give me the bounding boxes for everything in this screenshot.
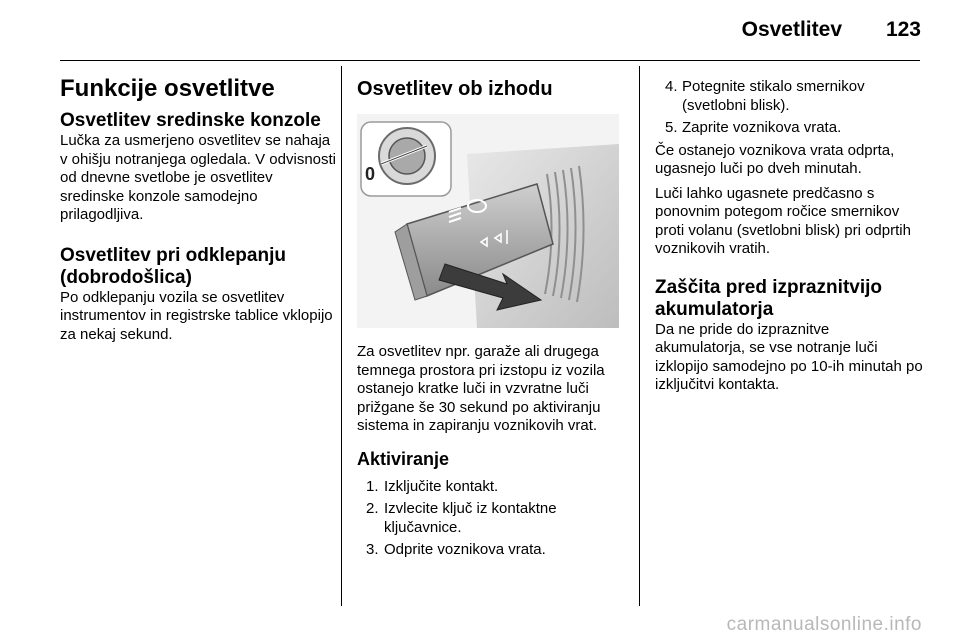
- column-divider-left: [341, 66, 342, 606]
- section-text-battery-protection: Da ne pride do izpraznitve akumulatorja, se vse notranje luči izklopijo samodejno po 10-ih minutah po izključitvi kontakta.: [655, 320, 923, 393]
- activation-steps-continued: [655, 78, 923, 138]
- running-header-title: Osvetlitev: [741, 18, 842, 41]
- column-3: [655, 78, 923, 395]
- section-text-welcome-lighting: Po odklepanju vozila se osvetlitev instrumentov in registrske tablice vklopijo za nekaj sekund.: [60, 288, 333, 343]
- column-divider-right: [639, 66, 640, 606]
- activation-steps: [357, 478, 627, 560]
- section-text-exit-lighting: Za osvetlitev npr. garaže ali drugega temnega prostora pri izstopu iz vozila ostanejo kratke luči in vzvratne luči prižgane še 30 sekund po aktiviranju sistema in zapiranju voznikovih vrat.: [357, 343, 605, 434]
- list-item: 2. Izvlecite ključ iz kontaktne ključavnice.: [366, 500, 557, 536]
- list-item: 1. Izključite kontakt.: [366, 477, 499, 495]
- chapter-heading: Funkcije osvetlitve: [60, 75, 275, 102]
- watermark: carmanualsonline.info: [726, 614, 922, 635]
- header-rule: [60, 60, 920, 61]
- column-2: [357, 74, 627, 564]
- page-number: 123: [885, 18, 921, 41]
- lever-illustration: [357, 114, 619, 328]
- section-heading-exit-lighting: Osvetlitev ob izhodu: [357, 78, 553, 100]
- list-item: 5. Zaprite voznikova vrata.: [665, 119, 842, 136]
- column-1: [60, 74, 336, 344]
- section-heading-welcome-lighting: Osvetlitev pri odklepanju (dobrodošlica): [60, 244, 286, 288]
- paragraph-door-open: Če ostanejo voznikova vrata odprta, ugasnejo luči po dveh minutah.: [655, 141, 895, 177]
- section-heading-battery-protection: Zaščita pred izpraznitvijo akumulatorja: [655, 276, 882, 320]
- paragraph-early-off: Luči lahko ugasnete predčasno s ponovnim potegom ročice smernikov proti volanu (svetlobni blisk) pri odprtih voznikovih vratih.: [655, 184, 911, 257]
- section-text-console-lighting: Lučka za usmerjeno osvetlitev se nahaja v ohišju notranjega ogledala. V odvisnosti od dnevne svetlobe je osvetlitev sredinske konzole samodejno prilagodljiva.: [60, 132, 337, 223]
- list-item: 4. Potegnite stikalo smernikov (svetlobni blisk).: [665, 78, 865, 114]
- key-position-label: 0: [365, 164, 376, 184]
- subheading-activation: Aktiviranje: [357, 448, 450, 469]
- list-item: 3. Odprite voznikova vrata.: [366, 541, 546, 558]
- section-heading-console-lighting: Osvetlitev sredinske konzole: [60, 110, 321, 131]
